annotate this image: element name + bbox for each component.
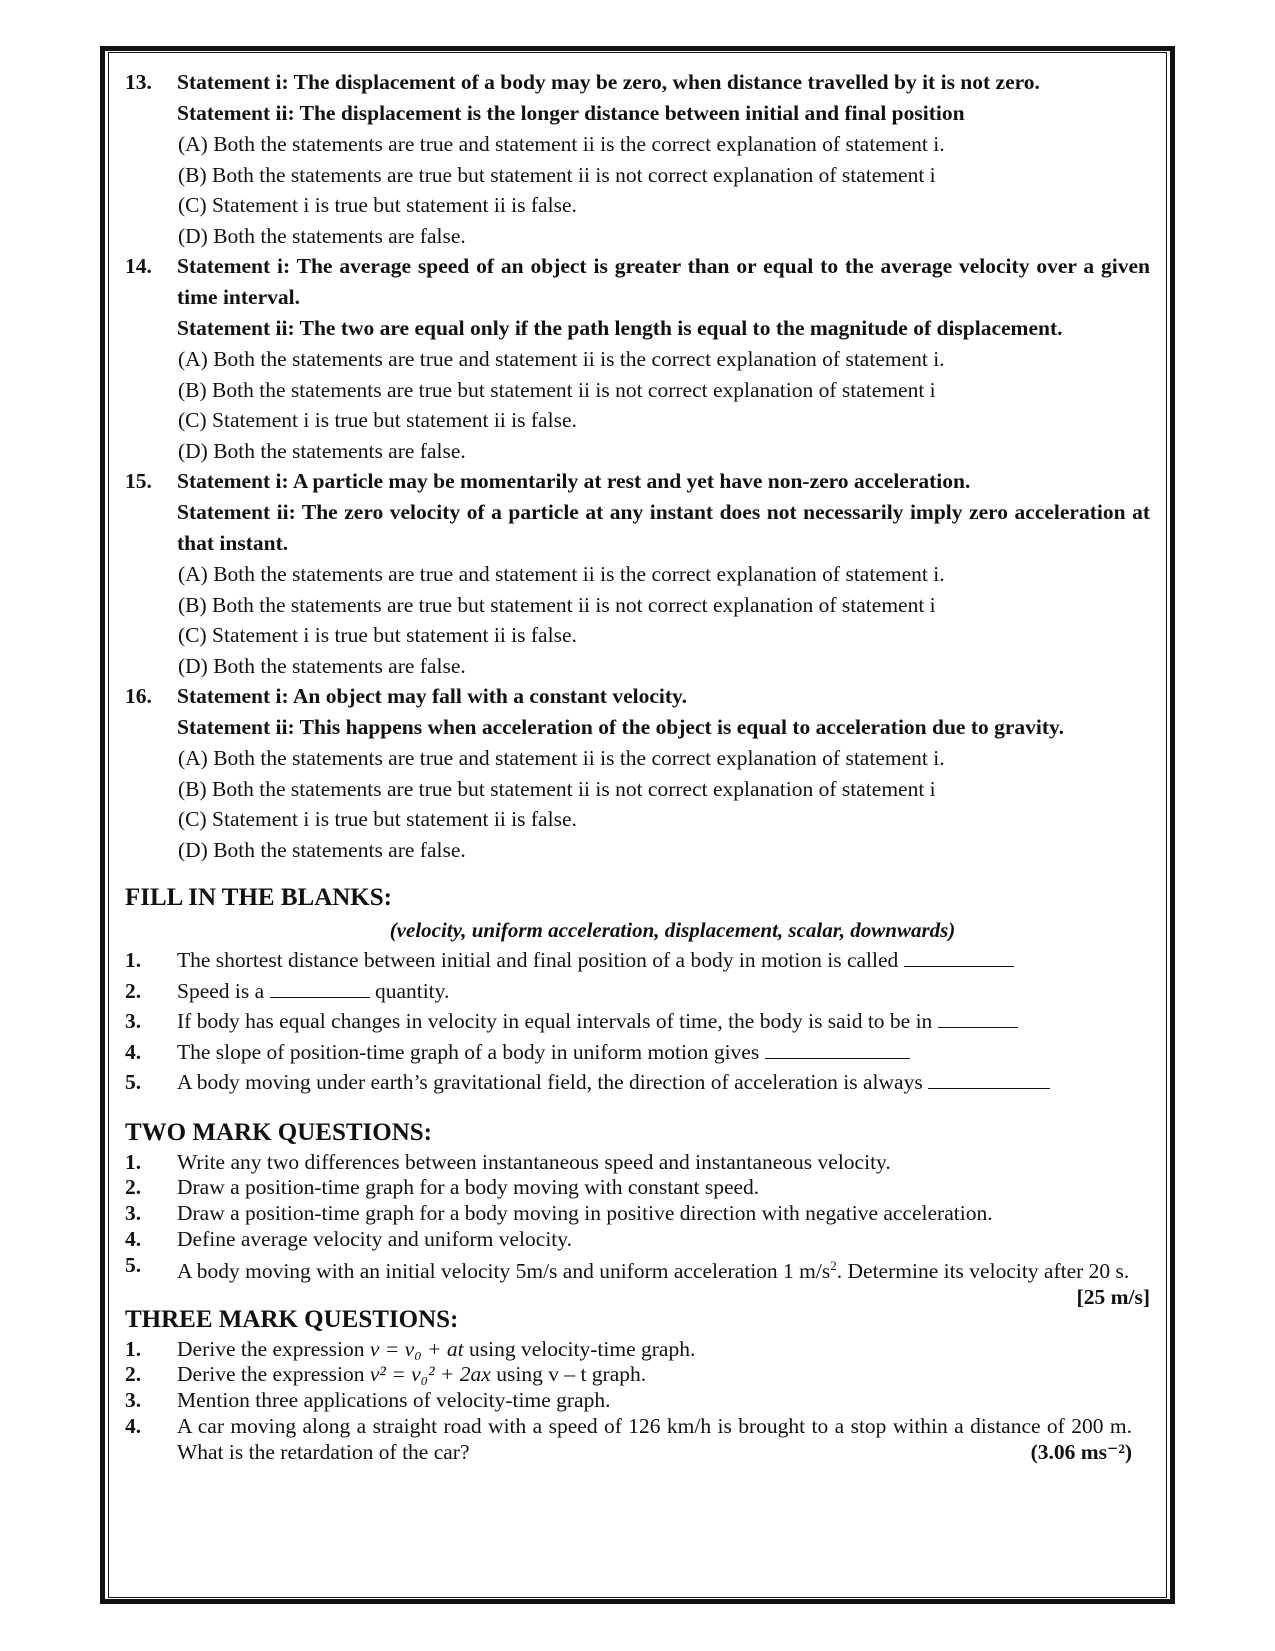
item-number: 3. [125, 1201, 142, 1226]
list-item [125, 1337, 1150, 1363]
question-number: 15. [125, 469, 152, 493]
item-text: Define average velocity and uniform velocity. [177, 1226, 572, 1251]
item-number: 2. [125, 1175, 142, 1200]
option-b: (B) Both the statements are true but statement ii is not correct explanation of statement i [178, 776, 936, 801]
item-text: A body moving under earth’s gravitational field, the direction of acceleration is always [177, 1070, 923, 1094]
item-number: 4. [125, 1414, 142, 1439]
item-text: Write any two differences between instantaneous speed and instantaneous velocity. [177, 1149, 891, 1174]
item-text-cont: . Determine its velocity after 20 s. [836, 1258, 1130, 1283]
statement-ii: Statement ii: This happens when acceleration of the object is equal to acceleration due to gravity. [177, 715, 1064, 739]
item-text: A car moving along a straight road with a speed of 126 km/h is brought to a stop within a distance of 200 m. What is the retardation of the car? [177, 1414, 1132, 1464]
item-number: 3. [125, 1009, 142, 1033]
item-text-after: quantity. [374, 978, 450, 1003]
option-c: (C) Statement i is true but statement ii is false. [178, 408, 577, 432]
option-d: (D) Both the statements are false. [178, 837, 466, 862]
statement-i: Statement i: The average speed of an object is greater than or equal to the average velocity over a given time interval. [177, 254, 1150, 309]
answer-blank[interactable] [904, 948, 1014, 967]
item-number: 4. [125, 1039, 142, 1064]
superscript: 2 [830, 1257, 837, 1273]
option-a: (A) Both the statements are true and statement ii is the correct explanation of statement i. [178, 132, 945, 156]
two-mark-list [125, 1149, 1150, 1309]
option-d: (D) Both the statements are false. [178, 653, 466, 678]
statement-i: Statement i: An object may fall with a constant velocity. [177, 684, 687, 708]
list-item [125, 1362, 1150, 1388]
list-item [125, 1201, 1150, 1227]
equation: v = v₀ + at [369, 1336, 464, 1361]
word-bank-hint: (velocity, uniform acceleration, displacement, scalar, downwards) [389, 918, 956, 942]
list-item [125, 1252, 1150, 1309]
item-text: A body moving with an initial velocity 5m/s and uniform acceleration 1 m/s [177, 1258, 831, 1283]
list-item [125, 945, 1150, 976]
option-a: (A) Both the statements are true and statement ii is the correct explanation of statement i. [178, 562, 945, 586]
item-number: 1. [125, 1149, 142, 1174]
list-item [125, 1037, 1150, 1068]
option-a: (A) Both the statements are true and statement ii is the correct explanation of statement i. [178, 347, 945, 371]
option-d: (D) Both the statements are false. [178, 223, 466, 248]
statement-ii: Statement ii: The two are equal only if the path length is equal to the magnitude of displacement. [177, 316, 1063, 340]
item-text: Derive the expression [177, 1362, 370, 1387]
item-text: The shortest distance between initial and final position of a body in motion is called [177, 948, 899, 972]
answer-key: [25 m/s] [1076, 1284, 1150, 1309]
item-number: 4. [125, 1226, 142, 1251]
item-text: Speed is a [177, 978, 265, 1003]
item-text-cont: using velocity-time graph. [463, 1336, 696, 1361]
item-number: 5. [125, 1070, 142, 1094]
three-mark-list [125, 1337, 1150, 1466]
statement-ii: Statement ii: The displacement is the longer distance between initial and final position [177, 101, 965, 125]
list-item [125, 976, 1150, 1007]
item-text: Mention three applications of velocity-time graph. [177, 1388, 611, 1413]
option-b: (B) Both the statements are true but statement ii is not correct explanation of statement i [178, 377, 936, 402]
option-b: (B) Both the statements are true but statement ii is not correct explanation of statement i [178, 162, 936, 187]
list-item [125, 1067, 1150, 1098]
list-item [125, 1006, 1150, 1037]
item-text-cont: using v – t graph. [490, 1362, 647, 1387]
item-number: 1. [125, 1336, 142, 1361]
item-text: Derive the expression [177, 1336, 370, 1361]
question-number: 14. [125, 254, 152, 278]
option-c: (C) Statement i is true but statement ii is false. [178, 193, 577, 217]
answer-blank[interactable] [765, 1040, 910, 1059]
option-a: (A) Both the statements are true and statement ii is the correct explanation of statement i. [178, 746, 945, 770]
question-16 [125, 681, 1150, 865]
question-14 [125, 251, 1150, 466]
question-15 [125, 466, 1150, 681]
question-number: 13. [125, 70, 152, 94]
item-number: 5. [125, 1252, 142, 1277]
option-d: (D) Both the statements are false. [178, 438, 466, 463]
list-item [125, 1388, 1150, 1414]
item-number: 2. [125, 978, 142, 1003]
item-number: 3. [125, 1388, 142, 1413]
statement-i: Statement i: The displacement of a body may be zero, when distance travelled by it is not zero. [177, 70, 1040, 94]
equation: v² = v₀² + 2ax [369, 1362, 491, 1387]
item-text: If body has equal changes in velocity in equal intervals of time, the body is said to be in [177, 1009, 933, 1033]
list-item [125, 1414, 1150, 1466]
statement-i: Statement i: A particle may be momentarily at rest and yet have non-zero acceleration. [177, 469, 971, 493]
list-item [125, 1175, 1150, 1201]
worksheet-content [125, 67, 1150, 1466]
question-number: 16. [125, 684, 152, 708]
item-number: 2. [125, 1362, 142, 1387]
option-b: (B) Both the statements are true but statement ii is not correct explanation of statement i [178, 592, 936, 617]
option-c: (C) Statement i is true but statement ii is false. [178, 623, 577, 647]
list-item [125, 1227, 1150, 1253]
answer-blank[interactable] [938, 1009, 1018, 1028]
answer-key: (3.06 ms⁻²) [1030, 1439, 1132, 1464]
three-mark-heading: THREE MARK QUESTIONS: [125, 1305, 459, 1333]
statement-ii: Statement ii: The zero velocity of a particle at any instant does not necessarily imply zero acceleration at that instant. [177, 500, 1150, 555]
option-c: (C) Statement i is true but statement ii is false. [178, 807, 577, 831]
item-text: The slope of position-time graph of a body in uniform motion gives [177, 1039, 760, 1064]
item-number: 1. [125, 948, 142, 972]
two-mark-heading: TWO MARK QUESTIONS: [125, 1118, 432, 1146]
fill-blanks-list [125, 945, 1150, 1098]
list-item [125, 1150, 1150, 1176]
fill-blanks-heading: FILL IN THE BLANKS: [125, 884, 392, 911]
answer-blank[interactable] [270, 979, 370, 998]
answer-blank[interactable] [928, 1070, 1050, 1089]
question-13 [125, 67, 1150, 251]
item-text: Draw a position-time graph for a body moving in positive direction with negative acceleration. [177, 1201, 993, 1226]
item-text: Draw a position-time graph for a body moving with constant speed. [177, 1175, 760, 1200]
